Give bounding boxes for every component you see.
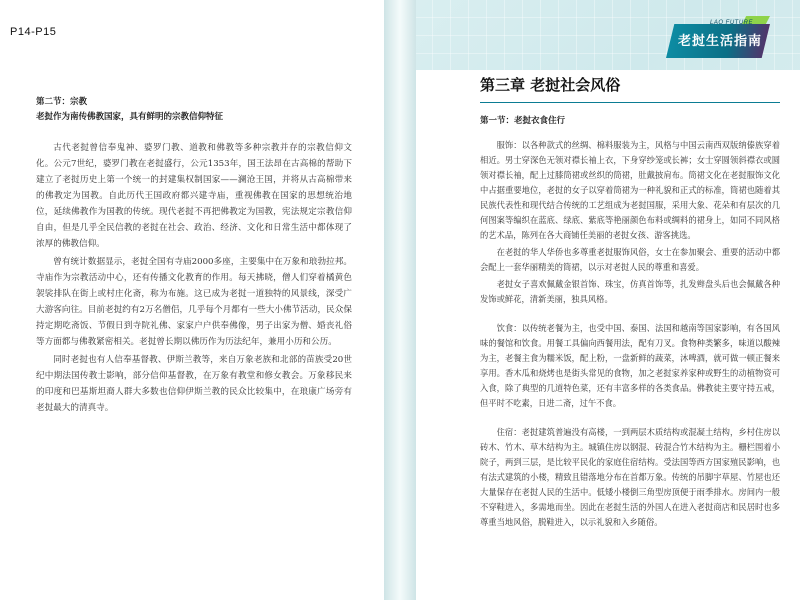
right-paragraph: 老挝女子喜欢佩戴金银首饰、珠宝，仿真首饰等，扎发辫盘头后也会佩戴各种发饰或鲜花，清新美丽，独具风格。: [480, 279, 780, 304]
right-body-text: [480, 138, 780, 532]
right-paragraph: 饮食：以传统老餐为主，也受中国、泰国、法国和越南等国家影响，有各国风味的餐馆和饮食。用餐工具偏向西餐用法，配有刀叉。食物种类繁多，味道以酸辣为主，老餐主食为糯米饭，配上粉，一盘新鲜的蔬菜，沐啤酒，就可做一顿正餐来享用。香木瓜和烧烤也是街头常见的食物，加之老挝家养家种或野生的动植物资可入食，除了典型的几道特色菜，还有丰富多样的各类食品。佛教徒主要守持五戒，但平时不吃素，日进二斋，过午不食。: [480, 323, 780, 408]
chapter-divider: [480, 102, 780, 103]
right-paragraph: 住宿：老挝建筑普遍没有高楼，一到两层木质结构或混凝土结构，乡村住房以砖木、竹木、草木结构为主。城镇住房以钢混、砖混合竹木结构为主。栅栏围着小院子，两到三层，是比较平民化的家庭住宿结构。受法国等西方国家殖民影响，也有法式建筑的小楼，精致且错落地分布在首都万象。传统的吊脚宇草屋、竹屋也还大量保存在老挝人民的生活中。低矮小楼倒三角型房顶便于雨季排水。房间内一般不穿鞋进入，多需地而坐。因此在老挝生活的外国人在进入老挝商店和民居时也多尊重当地风俗，脱鞋进入，以示礼貌和入乡随俗。: [480, 427, 780, 527]
right-paragraph: 服饰：以各种款式的丝绸、棉料服装为主，风格与中国云南西双版纳傣族穿着相近。男士穿深色无领对襟长袖上衣，下身穿纱笼或长裤；女士穿圆领斜襟衣或圆领对襟长袖，配上过膝筒裙或丝织的筒裙，肚戴披肩布。筒裙文化在老挝服饰文化中占据重要地位，老挝的女子以穿着筒裙为一种礼貌和正式的标准，筒裙也随着其民族代表性和现代结合传统的工艺组成为老挝国服，采用大象、花朵和有层次的几何图案等编织在蓝底、绿底、紫底等艳丽颜色布料或绸料的裙身上，如同不同风格的艺术品，陈列在各大商铺任美丽的老挝女孩、游客挑选。: [480, 140, 780, 240]
left-page: [0, 0, 384, 600]
right-section-heading: 第一节：老挝衣食住行: [480, 116, 566, 126]
left-section-heading: 第二节：宗教: [36, 97, 88, 107]
left-body-text: [36, 140, 352, 418]
left-section-subheading: 老挝作为南传佛教国家，具有鲜明的宗教信仰特征: [36, 112, 224, 122]
left-paragraph: 同时老挝也有人信奉基督教、伊斯兰教等，来自万象老族和北部的苗族受20世纪中期法国传教士影响，部分信仰基督教，在万象有教堂和修女教会。万象移民来的印度和巴基斯坦裔人群大多数也信仰伊斯兰教的民众比较集中，在琅康广场旁有老挝最大的清真寺。: [36, 355, 352, 413]
brand-logo: [666, 14, 770, 64]
book-gutter: [384, 0, 416, 600]
brand-subtitle: LAO FUTURE: [710, 20, 754, 26]
right-paragraph: 在老挝的华人华侨也多尊重老挝服饰风俗，女士在参加聚会、重要的活动中都会配上一套华丽精美的筒裙，以示对老挝人民的尊重和喜爱。: [480, 247, 780, 272]
brand-title: 老挝生活指南: [677, 34, 762, 49]
chapter-title: 第三章 老挝社会风俗: [480, 76, 621, 94]
left-paragraph: 曾有统计数据显示，老挝全国有寺庙2000多座，主要集中在万象和琅勃拉邦。寺庙作为宗教活动中心，还有传播文化教育的作用。每天拂晓，僧人们穿着橘黄色袈裟排队在街上或村庄化斋，称为布施。这已成为老挝一道独特的风景线，深受广大游客向往。目前老挝约有2万名僧侣，几乎每个月都有一些大小佛节活动，民众保持定期吃斋饭、节假日到寺院礼佛、家家户户供奉佛像，男子出家为僧、婚丧礼俗等方面都与佛教紧密相关。老挝曾长期以佛历作为历法纪年，兼用小历和公历。: [36, 257, 352, 347]
left-paragraph: 古代老挝曾信奉鬼神、婆罗门教、道教和佛教等多种宗教并存的宗教信仰文化。公元7世纪，婆罗门教在老挝盛行，公元1353年，国王法昂在古高棉的帮助下建立了老挝历史上第一个统一的封建集权制国家——澜沧王国，并将从古高棉带来的佛教定为国教。自此历代王国政府都兴建寺庙，重视佛教在国家的思想统治地位，延续佛教作为国教的传统。现代老挝不再把佛教定为国教，宪法规定宗教信仰自由，但是几乎全民信教的老挝在社会、政治、经济、文化和日常生活中都体现了浓厚的佛教信仰。: [36, 143, 352, 249]
page-range: P14-P15: [10, 26, 57, 38]
